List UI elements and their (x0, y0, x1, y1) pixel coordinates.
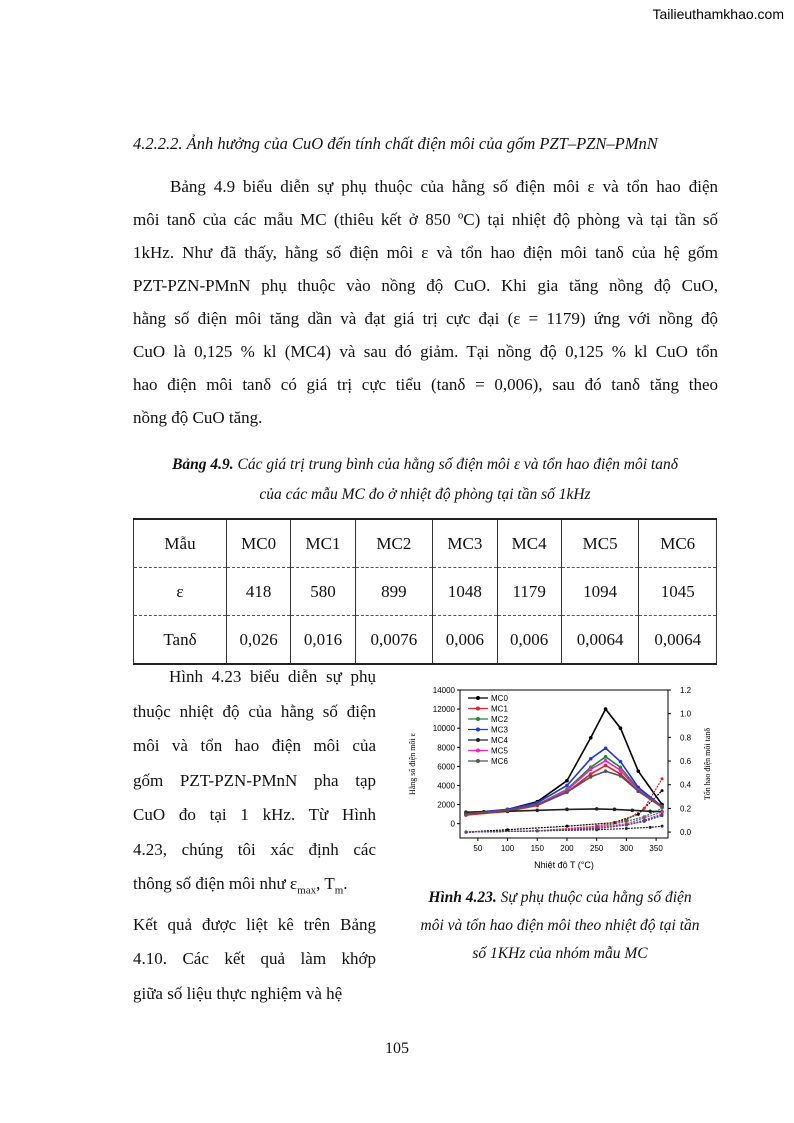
legend-label: MC0 (491, 694, 508, 703)
header-cell: MC0 (227, 519, 291, 568)
y2-tick-label: 0.4 (680, 780, 692, 790)
x-tick-label: 50 (473, 844, 483, 853)
epsilon-symbol: ε (290, 874, 298, 893)
data-point-eps (648, 809, 652, 813)
y-tick-label: 0 (450, 819, 455, 829)
paragraph-line: PZT-PZN-PMnN phụ thuộc vào nồng độ CuO. Khi gia tăng nồng độ CuO, (133, 276, 718, 295)
line-end: . (343, 874, 348, 893)
data-point-tan (625, 827, 628, 830)
page-number: 105 (385, 1040, 409, 1057)
x-axis-label: Nhiệt độ T (°C) (534, 860, 594, 870)
table-cell: 0,006 (497, 616, 561, 665)
left-text-line: Kết quả được liệt kê trên Bảng (133, 914, 376, 934)
table-cell: 0,0064 (561, 616, 639, 665)
header-cell: MC2 (355, 519, 433, 568)
table-row (134, 568, 717, 616)
left-text-line (133, 867, 376, 908)
table-cell: 0,026 (227, 616, 291, 665)
y2-tick-label: 1.2 (680, 686, 692, 695)
header-cell: MC5 (561, 519, 639, 568)
left-text-line: môi và tổn hao điện môi của (133, 736, 376, 755)
y2-tick-label: 0.2 (680, 804, 692, 814)
figure-caption-text2: môi và tổn hao điện môi theo nhiệt độ tại tần (420, 917, 700, 934)
figure-caption-label: Hình 4.23. (428, 889, 497, 906)
data-point-eps (604, 769, 608, 773)
legend-marker (476, 759, 480, 763)
data-point-tan (649, 826, 652, 829)
watermark: Tailieuthamkhao.com (652, 6, 784, 22)
y-tick-label: 14000 (432, 686, 455, 695)
data-point-eps (619, 774, 623, 778)
x-tick-label: 100 (500, 844, 515, 853)
data-point-tan (565, 825, 568, 828)
left-text-line-start: thông số điện môi như (133, 874, 286, 893)
table-cell: 1179 (497, 568, 561, 616)
legend-label: MC3 (491, 725, 508, 735)
y-tick-label: 12000 (432, 705, 455, 715)
series-line-tan-mc6 (466, 814, 662, 832)
legend-marker (476, 749, 480, 753)
tm-separator: , T (316, 874, 335, 893)
left-text-line: giữa số liệu thực nghiệm và hệ (133, 983, 343, 1003)
y2-tick-label: 0.8 (680, 733, 692, 743)
table-cell: 1045 (639, 568, 717, 616)
y-axis-label: Hằng số điện môi ε (408, 732, 417, 796)
table-cell: 0,0064 (639, 616, 717, 665)
series-line-tan-mc4 (466, 826, 662, 832)
y2-axis-label: Tổn hao điện môi tanδ (703, 727, 712, 801)
data-point-eps (565, 784, 569, 788)
data-point-eps (464, 812, 468, 816)
table-cell: 1048 (433, 568, 497, 616)
paragraph-line: môi tanδ của các mẫu MC (thiêu kết ở 850 ºC) tại nhiệt độ phòng và tại tần số (133, 210, 718, 229)
data-point-eps (619, 760, 623, 764)
table-cell: Tanδ (134, 616, 227, 665)
data-point-tan (625, 823, 628, 826)
data-point-eps (595, 807, 599, 811)
legend-marker (476, 738, 480, 742)
paragraph-line: Bảng 4.9 biểu diễn sự phụ thuộc của hằng số điện môi ε và tổn hao điện (170, 177, 718, 196)
table-caption-line1: Các giá trị trung bình của hằng số điện môi ε và tổn hao điện môi tanδ (233, 456, 678, 473)
data-point-tan (643, 819, 646, 822)
data-point-tan (464, 831, 467, 834)
y-tick-label: 8000 (437, 743, 455, 753)
data-point-eps (604, 746, 608, 750)
y2-tick-label: 0.0 (680, 828, 692, 838)
paragraph-line: CuO là 0,125 % kl (MC4) và sau đó giảm. Tại nồng độ 0,125 % kl CuO tổn (133, 342, 718, 361)
table-cell: ε (134, 568, 227, 616)
dielectric-chart (400, 680, 718, 880)
data-point-tan (595, 827, 598, 830)
body-paragraph (133, 170, 718, 434)
data-point-eps (619, 726, 623, 730)
data-point-eps (604, 764, 608, 768)
table-cell: 899 (355, 568, 433, 616)
legend-label: MC5 (491, 746, 508, 756)
table-cell: 1094 (561, 568, 639, 616)
data-point-eps (565, 779, 569, 783)
data-point-tan (661, 789, 664, 792)
data-point-tan (661, 825, 664, 828)
data-point-eps (636, 789, 640, 793)
legend-marker (476, 696, 480, 700)
header-cell: MC3 (433, 519, 497, 568)
table-cell: 0,006 (433, 616, 497, 665)
y-tick-label: 2000 (437, 800, 455, 810)
x-tick-label: 350 (649, 844, 663, 853)
header-cell: MC6 (639, 519, 717, 568)
dielectric-table (133, 518, 717, 665)
table-caption-line2: của các mẫu MC đo ở nhiệt độ phòng tại tần số 1kHz (259, 486, 591, 503)
x-tick-label: 250 (590, 844, 604, 853)
data-point-tan (661, 777, 664, 780)
data-point-eps (613, 808, 617, 812)
left-text-line: thuộc nhiệt độ của hằng số điện (133, 701, 376, 721)
legend-label: MC2 (491, 715, 508, 724)
data-point-eps (589, 775, 593, 779)
paragraph-line: hao điện môi tanδ có giá trị cực tiểu (tanδ = 0,006), sau đó tanδ tăng theo (133, 375, 718, 394)
table-cell: 0,016 (291, 616, 355, 665)
y2-tick-label: 1.0 (680, 709, 692, 719)
paragraph-line: hằng số điện môi tăng dần và đạt giá trị cực đại (ε = 1179) ứng với nồng độ (133, 309, 718, 328)
legend-marker (476, 728, 480, 732)
y2-tick-label: 0.6 (680, 757, 692, 767)
left-text-line: gốm PZT-PZN-PMnN pha tạp (133, 770, 376, 790)
data-point-tan (536, 829, 539, 832)
table-header-row (134, 519, 717, 568)
y-tick-label: 10000 (432, 724, 455, 734)
data-point-eps (660, 805, 664, 809)
x-tick-label: 200 (560, 844, 574, 853)
data-point-eps (565, 790, 569, 794)
table-cell: 418 (227, 568, 291, 616)
m-subscript: m (334, 884, 344, 897)
data-point-eps (619, 768, 623, 772)
left-text-line: 4.23, chúng tôi xác định các (133, 839, 376, 859)
legend-label: MC6 (491, 757, 508, 766)
data-point-eps (604, 707, 608, 711)
series-line-eps-mc6 (466, 771, 662, 814)
table-row (134, 616, 717, 665)
figure-caption (395, 884, 725, 968)
data-point-eps (589, 757, 593, 761)
legend-label: MC1 (491, 704, 508, 714)
data-point-tan (661, 813, 664, 816)
table-caption (130, 450, 720, 510)
data-point-eps (506, 809, 510, 813)
table-caption-label: Bảng 4.9. (172, 456, 234, 473)
data-point-eps (535, 809, 539, 813)
max-subscript: max (297, 884, 317, 897)
data-point-eps (589, 736, 593, 740)
left-text-line: Hình 4.23 biểu diễn sự phụ (169, 667, 376, 686)
figure-caption-text3: số 1KHz của nhóm mẫu MC (472, 945, 648, 962)
data-point-eps (604, 759, 608, 763)
header-cell: MC4 (497, 519, 561, 568)
series-line-tan-mc3 (466, 816, 662, 833)
header-cell: Mẫu (134, 519, 227, 568)
left-text-line: CuO đo tại 1 kHz. Từ Hình (133, 805, 376, 824)
y-tick-label: 6000 (437, 762, 455, 772)
left-column-text (133, 660, 376, 1011)
data-point-eps (604, 755, 608, 759)
data-point-eps (589, 767, 593, 771)
legend-marker (476, 707, 480, 711)
paragraph-line: 1kHz. Như đã thấy, hằng số điện môi ε và tổn hao điện môi tanδ của hệ gốm (133, 243, 718, 262)
paragraph-line: nồng độ CuO tăng. (133, 408, 263, 427)
table-cell: 0,0076 (355, 616, 433, 665)
legend-marker (476, 717, 480, 721)
x-tick-label: 150 (530, 844, 544, 853)
y-tick-label: 4000 (437, 781, 455, 791)
data-point-eps (535, 803, 539, 807)
x-tick-label: 300 (619, 844, 634, 853)
table-cell: 580 (291, 568, 355, 616)
data-point-tan (643, 807, 646, 810)
data-point-eps (565, 808, 569, 812)
data-point-tan (506, 828, 509, 831)
header-cell: MC1 (291, 519, 355, 568)
figure-caption-text1: Sự phụ thuộc của hằng số điện (496, 889, 692, 906)
series-line-tan-mc5 (466, 812, 662, 832)
data-point-eps (636, 769, 640, 773)
legend-label: MC4 (491, 736, 508, 745)
section-title: 4.2.2.2. Ảnh hưởng của CuO đến tính chất điện môi của gốm PZT–PZN–PMnN (133, 134, 658, 153)
left-text-line: 4.10. Các kết quả làm khớp (133, 949, 376, 969)
data-point-eps (631, 809, 635, 813)
